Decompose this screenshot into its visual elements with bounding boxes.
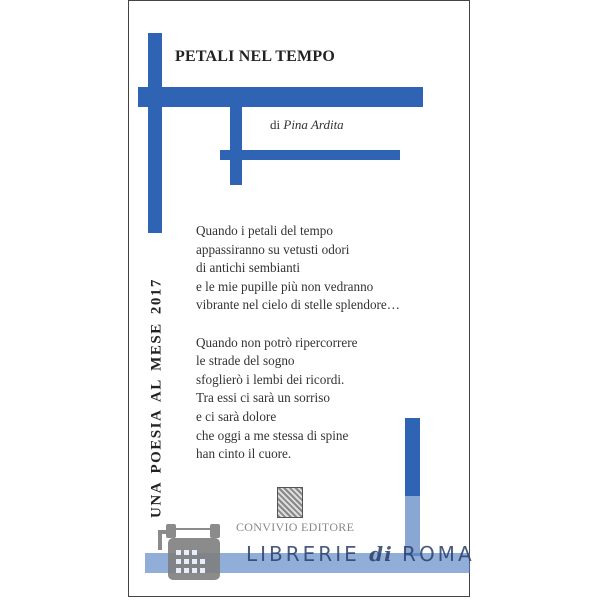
author-line [270,117,344,133]
book-title: PETALI NEL TEMPO [175,48,335,65]
poem-line: vibrante nel cielo di stelle splendore… [196,297,400,313]
decor-bar-horizontal-inner [220,150,400,160]
poem-line: han cinto il cuore. [196,446,292,462]
author-name: Pina Ardita [283,117,344,132]
poem-text [196,222,400,482]
watermark-roma: ROMA [402,542,475,566]
poem-stanza [196,222,400,315]
watermark-di: di [369,542,393,566]
decor-bar-vertical-left [148,33,162,233]
poem-line: sfoglierò i lembi dei ricordi. [196,371,345,387]
poem-line: di antichi sembianti [196,260,301,276]
poem-line: che oggi a me stessa di spine [196,427,349,443]
publisher-name: CONVIVIO EDITORE [236,520,355,534]
watermark-librerie: LIBRERIE [246,542,360,566]
poem-line: Quando non potrò ripercorrere [196,334,358,350]
poem-line: Tra essi ci sarà un sorriso [196,390,330,406]
poem-stanza [196,334,400,464]
poem-line: e ci sarà dolore [196,408,277,424]
poem-line: Quando i petali del tempo [196,223,333,238]
decor-bar-vertical-right [405,418,420,496]
decor-bar-horizontal-top [138,87,423,107]
watermark-text [246,542,475,566]
series-label: UNA POESIA AL MESE 2017 [148,278,165,518]
poem-line: e le mie pupille più non vedranno [196,278,374,294]
decor-bar-vertical-inner [230,105,242,185]
author-prefix: di [270,117,281,132]
publisher-logo-icon [277,487,303,518]
poem-line: le strade del sogno [196,353,295,369]
typewriter-icon [158,516,230,580]
poem-line: appassiranno su vetusti odori [196,241,350,257]
